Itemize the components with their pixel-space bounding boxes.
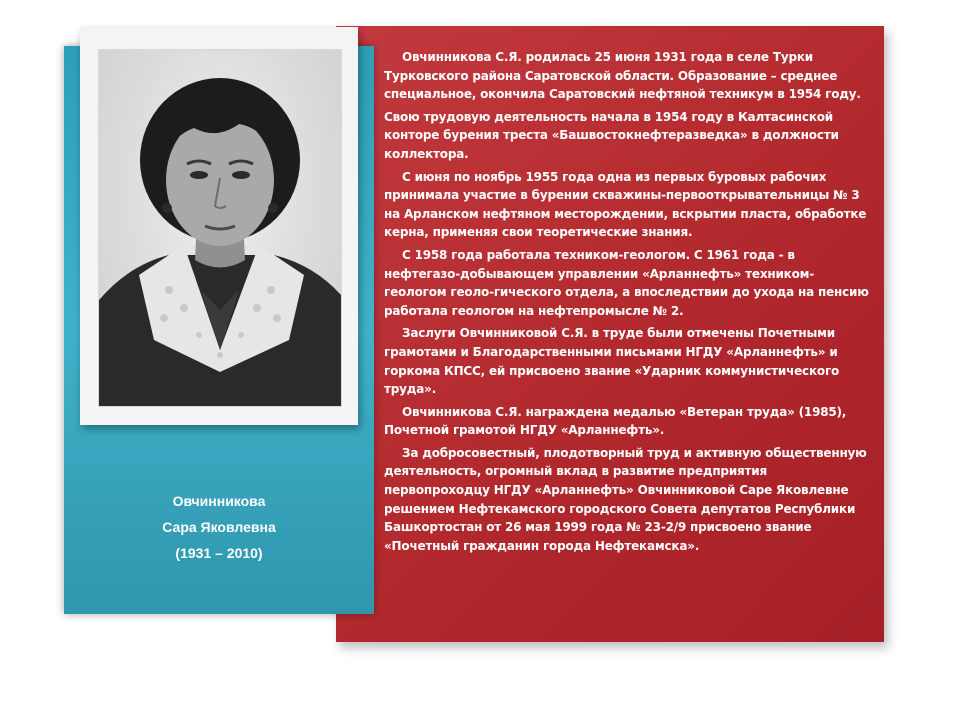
portrait-image [99, 50, 341, 406]
photo-frame [80, 27, 358, 425]
bio-paragraph-drilling: С июня по ноябрь 1955 года одна из первых буровых рабочих принимала участие в бурении скважины-первооткрывательницы № 3 на Арланском нефтяном месторождении, вскрытии пласта, обработке керна, применяя свои теоретические знания. [384, 169, 867, 240]
bio-paragraph-merits: Заслуги Овчинниковой С.Я. в труде были отмечены Почетными грамотами и Благодарственными письмами НГДУ «Арланнефть» и горкома КПСС, ей присвоено звание «Ударник коммунистического труда». [384, 326, 840, 397]
portrait-photo [98, 49, 342, 407]
portrait-caption [64, 488, 374, 566]
bio-paragraph-birth: Овчинникова С.Я. родилась 25 июня 1931 года в селе Турки Турковского района Саратовской области. Образование – среднее специальное, окончила Саратовский нефтяной техникум в 1954 году. [384, 50, 861, 102]
person-given-name: Сара Яковлевна [162, 519, 276, 535]
biography-text [384, 48, 870, 559]
bio-paragraph-geologist: С 1958 года работала техником-геологом. С 1961 года - в нефтегазо-добывающем управлении «Арланнефть» техником-геологом геоло-гического отдела, а впоследствии до ухода на пенсию работала геологом на нефтепромысле № 2. [384, 247, 869, 318]
life-years: (1931 – 2010) [175, 545, 263, 561]
bio-paragraph-career-start: Свою трудовую деятельность начала в 1954 году в Калтасинской конторе бурения треста «Башвостокнефтеразведка» в должности коллектора. [384, 109, 839, 161]
bio-paragraph-awards: Овчинникова С.Я. награждена медалью «Ветеран труда» (1985), Почетной грамотой НГДУ «Арланнефть». [384, 404, 847, 438]
person-surname: Овчинникова [172, 493, 266, 509]
bio-paragraph-honorary-citizen: За добросовестный, плодотворный труд и активную общественную деятельность, огромный вклад в развитие предприятия первопроходцу НГДУ «Арланнефть» Овчинниковой Саре Яковлевне решением Нефтекамского городского Совета депутатов Республики Башкортостан от 26 мая 1999 года № 23-2/9 присвоено звание «Почетный гражданин города Нефтекамска». [384, 445, 867, 553]
